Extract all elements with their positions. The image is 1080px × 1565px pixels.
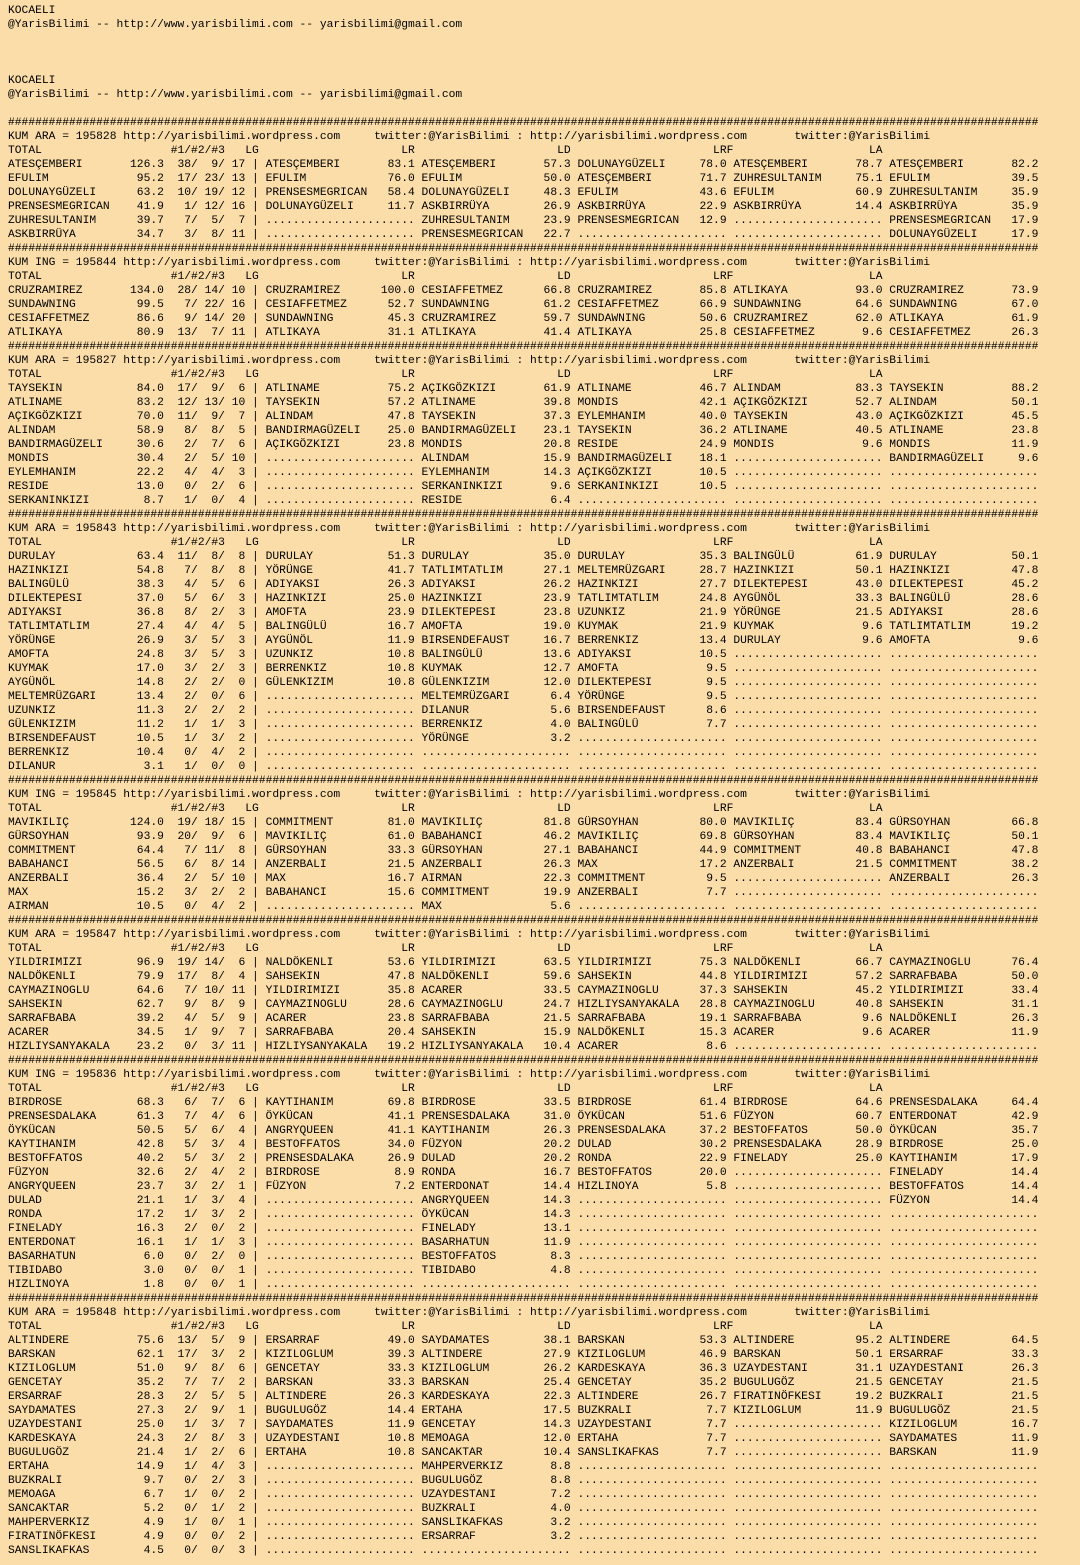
horse-row: CRUZRAMIREZ 134.0 28/ 14/ 10 | CRUZRAMIREZ 100.0 CESIAFFETMEZ 66.8 CRUZRAMIREZ 85.8 ATLIKAYA 93.0 CRUZRAMIREZ 73.9 [8,285,1039,297]
horse-row: CESIAFFETMEZ 86.6 9/ 14/ 20 | SUNDAWNING 45.3 CRUZRAMIREZ 59.7 SUNDAWNING 50.6 CRUZRAMIREZ 62.0 ATLIKAYA 61.9 [8,313,1039,325]
horse-row: BANDIRMAGÜZELI 30.6 2/ 7/ 6 | AÇIKGÖZKIZI 23.8 MONDIS 20.8 RESIDE 24.9 MONDIS 9.6 MONDIS 11.9 [8,439,1039,451]
horse-row: GENCETAY 35.2 7/ 7/ 2 | BARSKAN 33.3 BARSKAN 25.4 GENCETAY 35.2 BUGULUGÖZ 21.5 GENCETAY 21.5 [8,1377,1039,1389]
horse-row: YÖRÜNGE 26.9 3/ 5/ 3 | AYGÜNÖL 11.9 BIRSENDEFAUST 16.7 BERRENKIZ 13.4 DURULAY 9.6 AMOFTA 9.6 [8,635,1039,647]
contact-line: @YarisBilimi -- http://www.yarisbilimi.com -- yarisbilimi@gmail.com [8,89,463,101]
horse-row: TAYSEKIN 84.0 17/ 9/ 6 | ATLINAME 75.2 AÇIKGÖZKIZI 61.9 ATLINAME 46.7 ALINDAM 83.3 TAYSEKIN 88.2 [8,383,1039,395]
horse-row: UZAYDESTANI 25.0 1/ 3/ 7 | SAYDAMATES 11.9 GENCETAY 14.3 UZAYDESTANI 7.7 ...................... KIZILOGLUM 16.7 [8,1419,1039,1431]
horse-row: BIRDROSE 68.3 6/ 7/ 6 | KAYTIHANIM 69.8 BIRDROSE 33.5 BIRDROSE 61.4 BIRDROSE 64.6 PRENSESDALAKA 64.4 [8,1097,1039,1109]
horse-row: MAVIKILIÇ 124.0 19/ 18/ 15 | COMMITMENT 81.0 MAVIKILIÇ 81.8 GÜRSOYHAN 80.0 MAVIKILIÇ 83.4 GÜRSOYHAN 66.8 [8,817,1039,829]
race-header: KUM ARA = 195827 http://yarisbilimi.wordpress.com twitter:@YarisBilimi : http://yarisbilimi.wordpress.com twitter:@YarisBilimi [8,355,930,367]
horse-row: KUYMAK 17.0 3/ 2/ 3 | BERRENKIZ 10.8 KUYMAK 12.7 AMOFTA 9.5 ...................... ...................... [8,663,1039,675]
horse-row: SERKANINKIZI 8.7 1/ 0/ 4 | ...................... RESIDE 6.4 ...................... ...................... ...................... [8,495,1039,507]
horse-row: HIZLINOYA 1.8 0/ 0/ 1 | ...................... ...................... ...................... ...................... ...................... [8,1279,1039,1291]
horse-row: FIRATINÖFKESI 4.9 0/ 0/ 2 | ...................... ERSARRAF 3.2 ...................... ...................... ...................... [8,1531,1039,1543]
horse-row: DULAD 21.1 1/ 3/ 4 | ...................... ANGRYQUEEN 14.3 ...................... ...................... FÜZYON 14.4 [8,1195,1039,1207]
column-header: TOTAL #1/#2/#3 LG LR LD LRF LA [8,803,883,815]
horse-row: AIRMAN 10.5 0/ 4/ 2 | ...................... MAX 5.6 ...................... ...................... ...................... [8,901,1039,913]
horse-row: ATLINAME 83.2 12/ 13/ 10 | TAYSEKIN 57.2 ATLINAME 39.8 MONDIS 42.1 AÇIKGÖZKIZI 52.7 ALINDAM 50.1 [8,397,1039,409]
column-header: TOTAL #1/#2/#3 LG LR LD LRF LA [8,369,883,381]
horse-row: KIZILOGLUM 51.0 9/ 8/ 6 | GENCETAY 33.3 KIZILOGLUM 26.2 KARDESKAYA 36.3 UZAYDESTANI 31.1 UZAYDESTANI 26.3 [8,1363,1039,1375]
contact-line: @YarisBilimi -- http://www.yarisbilimi.com -- yarisbilimi@gmail.com [8,19,463,31]
horse-row: ATESÇEMBERI 126.3 38/ 9/ 17 | ATESÇEMBERI 83.1 ATESÇEMBERI 57.3 DOLUNAYGÜZELI 78.0 ATESÇEMBERI 78.7 ATESÇEMBERI 82.2 [8,159,1039,171]
horse-row: SARRAFBABA 39.2 4/ 5/ 9 | ACARER 23.8 SARRAFBABA 21.5 SARRAFBABA 19.1 SARRAFBABA 9.6 NALDÖKENLI 26.3 [8,1013,1039,1025]
race-header: KUM ARA = 195828 http://yarisbilimi.wordpress.com twitter:@YarisBilimi : http://yarisbilimi.wordpress.com twitter:@YarisBilimi [8,131,930,143]
race-header: KUM ARA = 195848 http://yarisbilimi.wordpress.com twitter:@YarisBilimi : http://yarisbilimi.wordpress.com twitter:@YarisBilimi [8,1307,930,1319]
horse-row: DOLUNAYGÜZELI 63.2 10/ 19/ 12 | PRENSESMEGRICAN 58.4 DOLUNAYGÜZELI 48.3 EFULIM 43.6 EFULIM 60.9 ZUHRESULTANIM 35.9 [8,187,1039,199]
horse-row: BALINGÜLÜ 38.3 4/ 5/ 6 | ADIYAKSI 26.3 ADIYAKSI 26.2 HAZINKIZI 27.7 DILEKTEPESI 43.0 DILEKTEPESI 45.2 [8,579,1039,591]
race-header: KUM ING = 195845 http://yarisbilimi.wordpress.com twitter:@YarisBilimi : http://yarisbilimi.wordpress.com twitter:@YarisBilimi [8,789,930,801]
horse-row: SAHSEKIN 62.7 9/ 8/ 9 | CAYMAZINOGLU 28.6 CAYMAZINOGLU 24.7 HIZLIYSANYAKALA 28.8 CAYMAZINOGLU 40.8 SAHSEKIN 31.1 [8,999,1039,1011]
horse-row: RONDA 17.2 1/ 3/ 2 | ...................... ÖYKÜCAN 14.3 ...................... ...................... ...................... [8,1209,1039,1221]
horse-row: TATLIMTATLIM 27.4 4/ 4/ 5 | BALINGÜLÜ 16.7 AMOFTA 19.0 KUYMAK 21.9 KUYMAK 9.6 TATLIMTATLIM 19.2 [8,621,1039,633]
horse-row: CAYMAZINOGLU 64.6 7/ 10/ 11 | YILDIRIMIZI 35.8 ACARER 33.5 CAYMAZINOGLU 37.3 SAHSEKIN 45.2 YILDIRIMIZI 33.4 [8,985,1039,997]
race-header: KUM ING = 195844 http://yarisbilimi.wordpress.com twitter:@YarisBilimi : http://yarisbilimi.wordpress.com twitter:@YarisBilimi [8,257,930,269]
horse-row: MELTEMRÜZGARI 13.4 2/ 0/ 6 | ...................... MELTEMRÜZGARI 6.4 YÖRÜNGE 9.5 ...................... ...................... [8,691,1039,703]
horse-row: HIZLIYSANYAKALA 23.2 0/ 3/ 11 | HIZLIYSANYAKALA 19.2 HIZLIYSANYAKALA 10.4 ACARER 8.6 ...................... ...................... [8,1041,1039,1053]
horse-row: FÜZYON 32.6 2/ 4/ 2 | BIRDROSE 8.9 RONDA 16.7 BESTOFFATOS 20.0 ...................... FINELADY 14.4 [8,1167,1039,1179]
horse-row: RESIDE 13.0 0/ 2/ 6 | ...................... SERKANINKIZI 9.6 SERKANINKIZI 10.5 ...................... ...................... [8,481,1039,493]
horse-row: BASARHATUN 6.0 0/ 2/ 0 | ...................... BESTOFFATOS 8.3 ...................... ...................... ...................... [8,1251,1039,1263]
horse-row: ACARER 34.5 1/ 9/ 7 | SARRAFBABA 20.4 SAHSEKIN 15.9 NALDÖKENLI 15.3 ACARER 9.6 ACARER 11.9 [8,1027,1039,1039]
section-separator: ######################################################################################################################################################## [8,509,1039,521]
horse-row: BUZKRALI 9.7 0/ 2/ 3 | ...................... BUGULUGÖZ 8.8 ...................... ...................... ...................... [8,1475,1039,1487]
horse-row: SANCAKTAR 5.2 0/ 1/ 2 | ...................... BUZKRALI 4.0 ...................... ...................... ...................... [8,1503,1039,1515]
section-separator: ######################################################################################################################################################## [8,1055,1039,1067]
horse-row: MAHPERVERKIZ 4.9 1/ 0/ 1 | ...................... SANSLIKAFKAS 3.2 ...................... ...................... ...................... [8,1517,1039,1529]
horse-row: GÜLENKIZIM 11.2 1/ 1/ 3 | ...................... BERRENKIZ 4.0 BALINGÜLÜ 7.7 ...................... ...................... [8,719,1039,731]
city-title: KOCAELI [8,5,56,17]
horse-row: EYLEMHANIM 22.2 4/ 4/ 3 | ...................... EYLEMHANIM 14.3 AÇIKGÖZKIZI 10.5 ...................... ...................... [8,467,1039,479]
section-separator: ######################################################################################################################################################## [8,117,1039,129]
horse-row: BABAHANCI 56.5 6/ 8/ 14 | ANZERBALI 21.5 ANZERBALI 26.3 MAX 17.2 ANZERBALI 21.5 COMMITMENT 38.2 [8,859,1039,871]
section-separator: ######################################################################################################################################################## [8,341,1039,353]
horse-row: BERRENKIZ 10.4 0/ 4/ 2 | ...................... ...................... ...................... ...................... ...................... [8,747,1039,759]
section-separator: ######################################################################################################################################################## [8,915,1039,927]
horse-row: TIBIDABO 3.0 0/ 0/ 1 | ...................... TIBIDABO 4.8 ...................... ...................... ...................... [8,1265,1039,1277]
horse-row: FINELADY 16.3 2/ 0/ 2 | ...................... FINELADY 13.1 ...................... ...................... ...................... [8,1223,1039,1235]
column-header: TOTAL #1/#2/#3 LG LR LD LRF LA [8,943,883,955]
horse-row: UZUNKIZ 11.3 2/ 2/ 2 | ...................... DILANUR 5.6 BIRSENDEFAUST 8.6 ...................... ...................... [8,705,1039,717]
horse-row: SANSLIKAFKAS 4.5 0/ 0/ 3 | ...................... ...................... ...................... ...................... ...................... [8,1545,1039,1557]
horse-row: ALINDAM 58.9 8/ 8/ 5 | BANDIRMAGÜZELI 25.0 BANDIRMAGÜZELI 23.1 TAYSEKIN 36.2 ATLINAME 40.5 ATLINAME 23.8 [8,425,1039,437]
column-header: TOTAL #1/#2/#3 LG LR LD LRF LA [8,537,883,549]
column-header: TOTAL #1/#2/#3 LG LR LD LRF LA [8,145,883,157]
horse-row: HAZINKIZI 54.8 7/ 8/ 8 | YÖRÜNGE 41.7 TATLIMTATLIM 27.1 MELTEMRÜZGARI 28.7 HAZINKIZI 50.1 HAZINKIZI 47.8 [8,565,1039,577]
horse-row: ERTAHA 14.9 1/ 4/ 3 | ...................... MAHPERVERKIZ 8.8 ...................... ...................... ...................... [8,1461,1039,1473]
blank-line [8,102,1080,116]
horse-row: ANZERBALI 36.4 2/ 5/ 10 | MAX 16.7 AIRMAN 22.3 COMMITMENT 9.5 ...................... ANZERBALI 26.3 [8,873,1039,885]
horse-row: ATLIKAYA 80.9 13/ 7/ 11 | ATLIKAYA 31.1 ATLIKAYA 41.4 ATLIKAYA 25.8 CESIAFFETMEZ 9.6 CESIAFFETMEZ 26.3 [8,327,1039,339]
horse-row: MEMOAGA 6.7 1/ 0/ 2 | ...................... UZAYDESTANI 7.2 ...................... ...................... ...................... [8,1489,1039,1501]
horse-row: MONDIS 30.4 2/ 5/ 10 | ...................... ALINDAM 15.9 BANDIRMAGÜZELI 18.1 ...................... BANDIRMAGÜZELI 9.6 [8,453,1039,465]
horse-row: ASKBIRRÜYA 34.7 3/ 8/ 11 | ...................... PRENSESMEGRICAN 22.7 ...................... ...................... DOLUNAYGÜZELI 17.9 [8,229,1039,241]
city-title: KOCAELI [8,75,56,87]
race-header: KUM ING = 195836 http://yarisbilimi.wordpress.com twitter:@YarisBilimi : http://yarisbilimi.wordpress.com twitter:@YarisBilimi [8,1069,930,1081]
blank-line [8,32,1080,46]
horse-row: ADIYAKSI 36.8 8/ 2/ 3 | AMOFTA 23.9 DILEKTEPESI 23.8 UZUNKIZ 21.9 YÖRÜNGE 21.5 ADIYAKSI 28.6 [8,607,1039,619]
horse-row: AMOFTA 24.8 3/ 5/ 3 | UZUNKIZ 10.8 BALINGÜLÜ 13.6 ADIYAKSI 10.5 ...................... ...................... [8,649,1039,661]
horse-row: AYGÜNÖL 14.8 2/ 2/ 0 | GÜLENKIZIM 10.8 GÜLENKIZIM 12.0 DILEKTEPESI 9.5 ...................... ...................... [8,677,1039,689]
horse-row: AÇIKGÖZKIZI 70.0 11/ 9/ 7 | ALINDAM 47.8 TAYSEKIN 37.3 EYLEMHANIM 40.0 TAYSEKIN 43.0 AÇIKGÖZKIZI 45.5 [8,411,1039,423]
horse-row: YILDIRIMIZI 96.9 19/ 14/ 6 | NALDÖKENLI 53.6 YILDIRIMIZI 63.5 YILDIRIMIZI 75.3 NALDÖKENLI 66.7 CAYMAZINOGLU 76.4 [8,957,1039,969]
horse-row: ALTINDERE 75.6 13/ 5/ 9 | ERSARRAF 49.0 SAYDAMATES 38.1 BARSKAN 53.3 ALTINDERE 95.2 ALTINDERE 64.5 [8,1335,1039,1347]
horse-row: BESTOFFATOS 40.2 5/ 3/ 2 | PRENSESDALAKA 26.9 DULAD 20.2 RONDA 22.9 FINELADY 25.0 KAYTIHANIM 17.9 [8,1153,1039,1165]
race-header: KUM ARA = 195843 http://yarisbilimi.wordpress.com twitter:@YarisBilimi : http://yarisbilimi.wordpress.com twitter:@YarisBilimi [8,523,930,535]
race-header: KUM ARA = 195847 http://yarisbilimi.wordpress.com twitter:@YarisBilimi : http://yarisbilimi.wordpress.com twitter:@YarisBilimi [8,929,930,941]
horse-row: DURULAY 63.4 11/ 8/ 8 | DURULAY 51.3 DURULAY 35.0 DURULAY 35.3 BALINGÜLÜ 61.9 DURULAY 50.1 [8,551,1039,563]
horse-row: BUGULUGÖZ 21.4 1/ 2/ 6 | ERTAHA 10.8 SANCAKTAR 10.4 SANSLIKAFKAS 7.7 ...................... BARSKAN 11.9 [8,1447,1039,1459]
horse-row: ZUHRESULTANIM 39.7 7/ 5/ 7 | ...................... ZUHRESULTANIM 23.9 PRENSESMEGRICAN 12.9 ...................... PRENSESMEGRICAN 17.9 [8,215,1039,227]
horse-row: ENTERDONAT 16.1 1/ 1/ 3 | ...................... BASARHATUN 11.9 ...................... ...................... ...................... [8,1237,1039,1249]
horse-row: COMMITMENT 64.4 7/ 11/ 8 | GÜRSOYHAN 33.3 GÜRSOYHAN 27.1 BABAHANCI 44.9 COMMITMENT 40.8 BABAHANCI 47.8 [8,845,1039,857]
horse-row: DILEKTEPESI 37.0 5/ 6/ 3 | HAZINKIZI 25.0 HAZINKIZI 23.9 TATLIMTATLIM 24.8 AYGÜNÖL 33.3 BALINGÜLÜ 28.6 [8,593,1039,605]
blank-line [8,46,1080,60]
column-header: TOTAL #1/#2/#3 LG LR LD LRF LA [8,271,883,283]
horse-row: EFULIM 95.2 17/ 23/ 13 | EFULIM 76.0 EFULIM 50.0 ATESÇEMBERI 71.7 ZUHRESULTANIM 75.1 EFULIM 39.5 [8,173,1039,185]
horse-row: BARSKAN 62.1 17/ 3/ 2 | KIZILOGLUM 39.3 ALTINDERE 27.9 KIZILOGLUM 46.9 BARSKAN 50.1 ERSARRAF 33.3 [8,1349,1039,1361]
section-separator: ######################################################################################################################################################## [8,775,1039,787]
horse-row: ÖYKÜCAN 50.5 5/ 6/ 4 | ANGRYQUEEN 41.1 KAYTIHANIM 26.3 PRENSESDALAKA 37.2 BESTOFFATOS 50.0 ÖYKÜCAN 35.7 [8,1125,1039,1137]
column-header: TOTAL #1/#2/#3 LG LR LD LRF LA [8,1083,883,1095]
horse-row: DILANUR 3.1 1/ 0/ 0 | ...................... ...................... ...................... ...................... ...................... [8,761,1039,773]
blank-line [8,60,1080,74]
section-separator: ######################################################################################################################################################## [8,1293,1039,1305]
horse-row: MAX 15.2 3/ 2/ 2 | BABAHANCI 15.6 COMMITMENT 19.9 ANZERBALI 7.7 ...................... ...................... [8,887,1039,899]
horse-row: PRENSESDALAKA 61.3 7/ 4/ 6 | ÖYKÜCAN 41.1 PRENSESDALAKA 31.0 ÖYKÜCAN 51.6 FÜZYON 60.7 ENTERDONAT 42.9 [8,1111,1039,1123]
horse-row: NALDÖKENLI 79.9 17/ 8/ 4 | SAHSEKIN 47.8 NALDÖKENLI 59.6 SAHSEKIN 44.8 YILDIRIMIZI 57.2 SARRAFBABA 50.0 [8,971,1039,983]
horse-row: SUNDAWNING 99.5 7/ 22/ 16 | CESIAFFETMEZ 52.7 SUNDAWNING 61.2 CESIAFFETMEZ 66.9 SUNDAWNING 64.6 SUNDAWNING 67.0 [8,299,1039,311]
horse-row: BIRSENDEFAUST 10.5 1/ 3/ 2 | ...................... YÖRÜNGE 3.2 ...................... ...................... ...................... [8,733,1039,745]
horse-row: ANGRYQUEEN 23.7 3/ 2/ 1 | FÜZYON 7.2 ENTERDONAT 14.4 HIZLINOYA 5.8 ...................... BESTOFFATOS 14.4 [8,1181,1039,1193]
horse-row: PRENSESMEGRICAN 41.9 1/ 12/ 16 | DOLUNAYGÜZELI 11.7 ASKBIRRÜYA 26.9 ASKBIRRÜYA 22.9 ASKBIRRÜYA 14.4 ASKBIRRÜYA 35.9 [8,201,1039,213]
horse-row: KARDESKAYA 24.3 2/ 8/ 3 | UZAYDESTANI 10.8 MEMOAGA 12.0 ERTAHA 7.7 ...................... SAYDAMATES 11.9 [8,1433,1039,1445]
horse-row: GÜRSOYHAN 93.9 20/ 9/ 6 | MAVIKILIÇ 61.0 BABAHANCI 46.2 MAVIKILIÇ 69.8 GÜRSOYHAN 83.4 MAVIKILIÇ 50.1 [8,831,1039,843]
column-header: TOTAL #1/#2/#3 LG LR LD LRF LA [8,1321,883,1333]
horse-row: KAYTIHANIM 42.8 5/ 3/ 4 | BESTOFFATOS 34.0 FÜZYON 20.2 DULAD 30.2 PRENSESDALAKA 28.9 BIRDROSE 25.0 [8,1139,1039,1151]
section-separator: ######################################################################################################################################################## [8,243,1039,255]
horse-row: ERSARRAF 28.3 2/ 5/ 5 | ALTINDERE 26.3 KARDESKAYA 22.3 ALTINDERE 26.7 FIRATINÖFKESI 19.2 BUZKRALI 21.5 [8,1391,1039,1403]
horse-row: SAYDAMATES 27.3 2/ 9/ 1 | BUGULUGÖZ 14.4 ERTAHA 17.5 BUZKRALI 7.7 KIZILOGLUM 11.9 BUGULUGÖZ 21.5 [8,1405,1039,1417]
